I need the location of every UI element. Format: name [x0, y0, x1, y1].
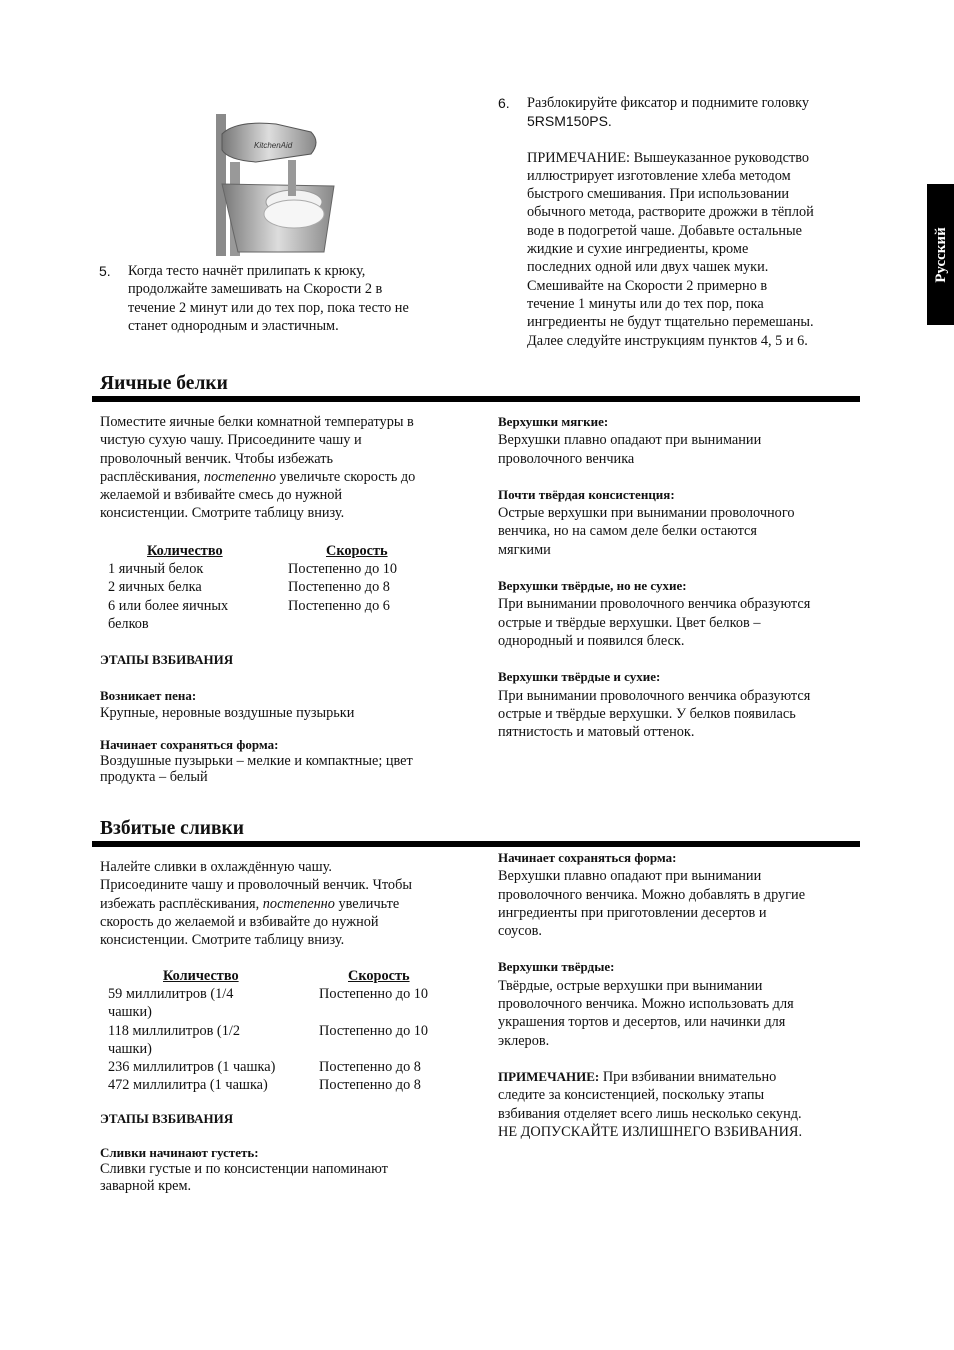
intro-line [100, 895, 470, 913]
intro-line: консистенции. Смотрите таблицу внизу. [100, 932, 345, 949]
cream-stages-title: ЭТАПЫ ВЗБИВАНИЯ [100, 1111, 234, 1126]
egg-table-head-qty: Количество [147, 543, 223, 559]
egg-table-qty-col [108, 560, 228, 633]
step6-text [527, 94, 857, 350]
intro-line: скорость до желаемой и взбивайте до нужной [100, 913, 379, 930]
egg-table-head-speed: Скорость [326, 543, 388, 559]
note-label: ПРИМЕЧАНИЕ: [498, 1068, 600, 1084]
intro-line: Налейте сливки в охлаждённую чашу. [100, 859, 332, 875]
egg-section-rule [92, 396, 860, 402]
stage-line: проволочного венчика. Можно использовать для [498, 996, 794, 1013]
stage-line: Сливки густые и по консистенции напоминают [100, 1161, 388, 1177]
stage-line: соусов. [498, 923, 542, 940]
step6-note [527, 149, 857, 350]
intro-line: Поместите яичные белки комнатной температуры в [100, 414, 414, 430]
note-warning: НЕ ДОПУСКАЙТЕ ИЗЛИШНЕГО ВЗБИВАНИЯ. [498, 1123, 803, 1140]
language-tab-label: Русский [932, 226, 949, 283]
intro-line: проволочный венчик. Чтобы избежать [100, 450, 334, 467]
note-line: взбивания отделяет всего лишь несколько секунд. [498, 1105, 802, 1122]
table-cell: Постепенно до 10 [319, 986, 429, 1002]
intro-line: Присоедините чашу и проволочный венчик. Чтобы [100, 877, 412, 894]
egg-stages-title: ЭТАПЫ ВЗБИВАНИЯ [100, 652, 234, 667]
egg-stage-title: Почти твёрдая консистенция: [498, 486, 675, 502]
cream-section-title: Взбитые сливки [100, 818, 244, 839]
intro-text: увеличьте [334, 895, 400, 912]
table-cell: Постепенно до 8 [288, 579, 390, 596]
egg-right-column [498, 413, 858, 741]
step6-model: 5RSM150PS. [527, 113, 612, 130]
cream-stage1-text [100, 1160, 388, 1196]
stage-line: украшения тортов и десертов, или начинки для [498, 1014, 786, 1031]
stage-line: Верхушки плавно опадают при вынимании [498, 868, 762, 885]
egg-table-speed-col [288, 560, 397, 615]
note-line: быстрого смешивания. При использовании [527, 186, 790, 203]
intro-line: чистую сухую чашу. Присоедините чашу и [100, 432, 362, 449]
stage-line: острые и твёрдые верхушки. Цвет белков – [498, 614, 761, 631]
stage-line: проволочного венчика [498, 450, 635, 467]
svg-text:KitchenAid: KitchenAid [254, 141, 293, 150]
stage-line: венчика, но на самом деле белки остаются [498, 523, 757, 540]
cream-table-speed-col [319, 985, 428, 1095]
note-text: При взбивании внимательно [599, 1068, 777, 1085]
cream-intro [100, 858, 470, 949]
egg-stage2-text [100, 752, 413, 787]
cream-stage-title: Начинает сохраняться форма: [498, 850, 677, 865]
note-line: последних одной или двух чашек муки. [527, 259, 769, 276]
stage-line: пятнистость и матовый оттенок. [498, 724, 695, 741]
stage-line: ингредиенты при приготовлении десертов и [498, 904, 767, 921]
step5-line: течение 2 минут или до тех пор, пока тесто не [128, 299, 409, 316]
table-cell: белков [108, 615, 149, 632]
egg-stage-title: Верхушки мягкие: [498, 414, 609, 429]
stage-line: При вынимании проволочного венчика образуются [498, 687, 811, 704]
note-line: Смешивайте на Скорости 2 примерно в [527, 277, 768, 294]
stage-line: Верхушки плавно опадают при вынимании [498, 432, 762, 449]
stage-line: Острые верхушки при вынимании проволочного [498, 505, 795, 522]
cream-table-head-qty: Количество [163, 968, 239, 984]
table-cell: 2 яичных белка [108, 579, 202, 596]
stage-line: эклеров. [498, 1032, 550, 1049]
cream-stage1-title: Сливки начинают густеть: [100, 1145, 259, 1160]
intro-line [100, 468, 470, 486]
intro-emphasis: постепенно [262, 895, 335, 912]
table-cell: 236 миллилитров (1 чашка) [108, 1059, 276, 1076]
table-cell: 6 или более яичных [108, 597, 229, 614]
table-cell: 59 миллилитров (1/4 [108, 986, 234, 1002]
egg-stage2-title: Начинает сохраняться форма: [100, 737, 279, 752]
language-tab [927, 184, 954, 325]
stage-line: острые и твёрдые верхушки. У белков появилась [498, 705, 796, 722]
step5-line: Когда тесто начнёт прилипать к крюку, [128, 263, 366, 279]
note-line: Далее следуйте инструкциям пунктов 4, 5 и 6. [527, 332, 808, 349]
note-line: ингредиенты не будут тщательно перемешаны. [527, 314, 814, 331]
note-line: ПРИМЕЧАНИЕ: Вышеуказанное руководство [527, 149, 810, 166]
step5-number: 5. [99, 263, 111, 279]
step5-line: станет однородным и эластичным. [128, 317, 339, 334]
stage-line: проволочного венчика. Можно добавлять в другие [498, 886, 806, 903]
egg-intro [100, 413, 470, 523]
stage-line: Воздушные пузырьки – мелкие и компактные; цвет [100, 753, 413, 769]
cream-note [498, 1068, 858, 1086]
step5-text [128, 262, 468, 335]
step5-line: продолжайте замешивать на Скорости 2 в [128, 281, 383, 298]
note-line: иллюстрирует изготовление хлеба методом [527, 167, 791, 184]
egg-stage1-title: Возникает пена: [100, 688, 197, 703]
egg-section-title: Яичные белки [100, 373, 228, 394]
egg-stage-title: Верхушки твёрдые и сухие: [498, 669, 661, 685]
cream-section-rule [92, 841, 860, 847]
table-cell: Постепенно до 10 [288, 561, 398, 577]
table-cell: 472 миллилитра (1 чашка) [108, 1077, 268, 1094]
intro-text: избежать расплёскивания, [100, 895, 263, 912]
note-line: следите за консистенцией, поскольку этапы [498, 1087, 765, 1104]
cream-stage-title: Верхушки твёрдые: [498, 959, 615, 975]
stage-line: При вынимании проволочного венчика образуются [498, 596, 811, 613]
intro-text: увеличьте скорость до [276, 468, 416, 485]
table-cell: Постепенно до 8 [319, 1059, 421, 1076]
cream-table-qty-col [108, 985, 275, 1095]
table-cell: чашки) [108, 1004, 152, 1021]
step6-number: 6. [498, 95, 510, 111]
stage-line: продукта – белый [100, 769, 208, 786]
stage-line: однородный и появился блеск. [498, 632, 685, 649]
stage-line: Твёрдые, острые верхушки при вынимании [498, 977, 763, 994]
note-line: течение 1 минуты или до тех пор, пока [527, 295, 764, 312]
stage-line: заварной крем. [100, 1178, 192, 1195]
table-cell: 118 миллилитров (1/2 [108, 1022, 240, 1039]
note-line: воде в подогретой чаше. Добавьте остальные [527, 222, 802, 239]
step6-line: Разблокируйте фиксатор и поднимите головку [527, 95, 810, 111]
table-cell: Постепенно до 8 [319, 1077, 421, 1094]
note-line: обычного метода, растворите дрожжи в тёплой [527, 204, 814, 221]
mixer-image [216, 114, 351, 256]
cream-table-head-speed: Скорость [348, 968, 410, 984]
intro-line: консистенции. Смотрите таблицу внизу. [100, 505, 345, 522]
intro-text: расплёскивания, [100, 468, 204, 485]
table-cell: Постепенно до 10 [319, 1022, 429, 1039]
stage-line: мягкими [498, 541, 551, 558]
cream-right-column [498, 849, 858, 1141]
intro-line: желаемой и взбивайте смесь до нужной [100, 487, 343, 504]
table-cell: 1 яичный белок [108, 561, 204, 577]
egg-stage1-text: Крупные, неровные воздушные пузырьки [100, 705, 355, 721]
table-cell: чашки) [108, 1040, 152, 1057]
intro-emphasis: постепенно [203, 468, 276, 485]
note-line: жидкие и сухие ингредиенты, кроме [527, 241, 749, 258]
table-cell: Постепенно до 6 [288, 597, 390, 614]
egg-stage-title: Верхушки твёрдые, но не сухие: [498, 578, 687, 594]
